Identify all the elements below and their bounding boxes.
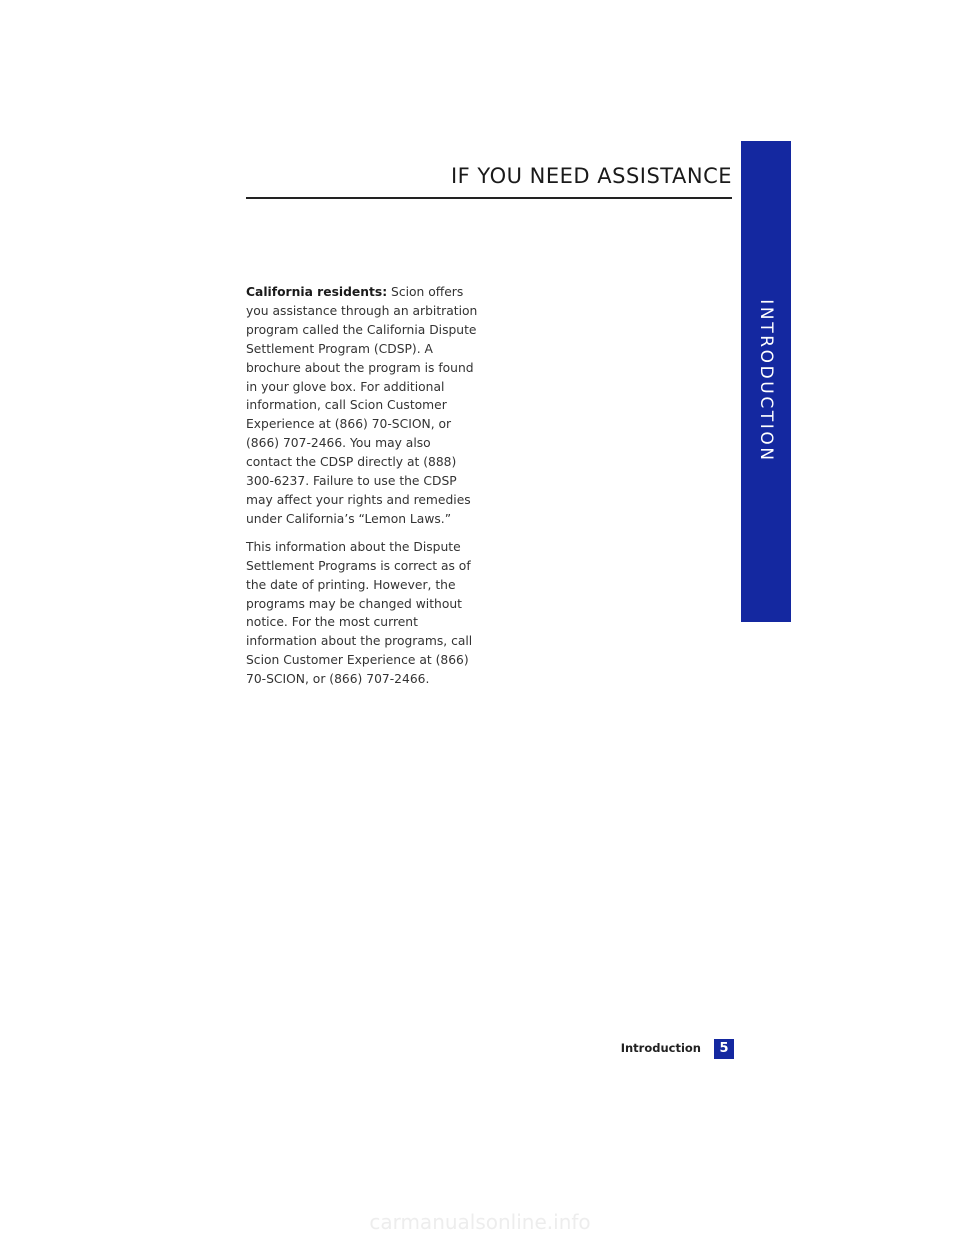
paragraph-california-residents	[246, 283, 480, 529]
title-divider	[246, 197, 732, 199]
page-title: IF YOU NEED ASSISTANCE	[450, 164, 732, 188]
footer-section-label: Introduction	[620, 1041, 701, 1055]
body-text	[246, 283, 480, 698]
section-tab-label: INTRODUCTION	[756, 299, 776, 463]
watermark: carmanualsonline.info	[369, 1210, 591, 1234]
page-number: 5	[714, 1039, 734, 1059]
paragraph-lead: California residents:	[246, 285, 388, 299]
paragraph-text: Scion offers you assistance through an arbitration program called the California Dispute Settlement Program (CDSP). A brochure about the program is found in your glove box. For additional information, call Scion Customer Experience at (866) 70-SCION, or (866) 707-2466. You may also contact the CDSP directly at (888) 300-6237. Failure to use the CDSP may affect your rights and remedies under California’s “Lemon Laws.”	[246, 285, 478, 526]
section-tab	[741, 141, 791, 622]
paragraph-dispute-info: This information about the Dispute Settlement Programs is correct as of the date of printing. However, the programs may be changed without notice. For the most current information about the programs, call Scion Customer Experience at (866) 70-SCION, or (866) 707-2466.	[246, 539, 473, 687]
